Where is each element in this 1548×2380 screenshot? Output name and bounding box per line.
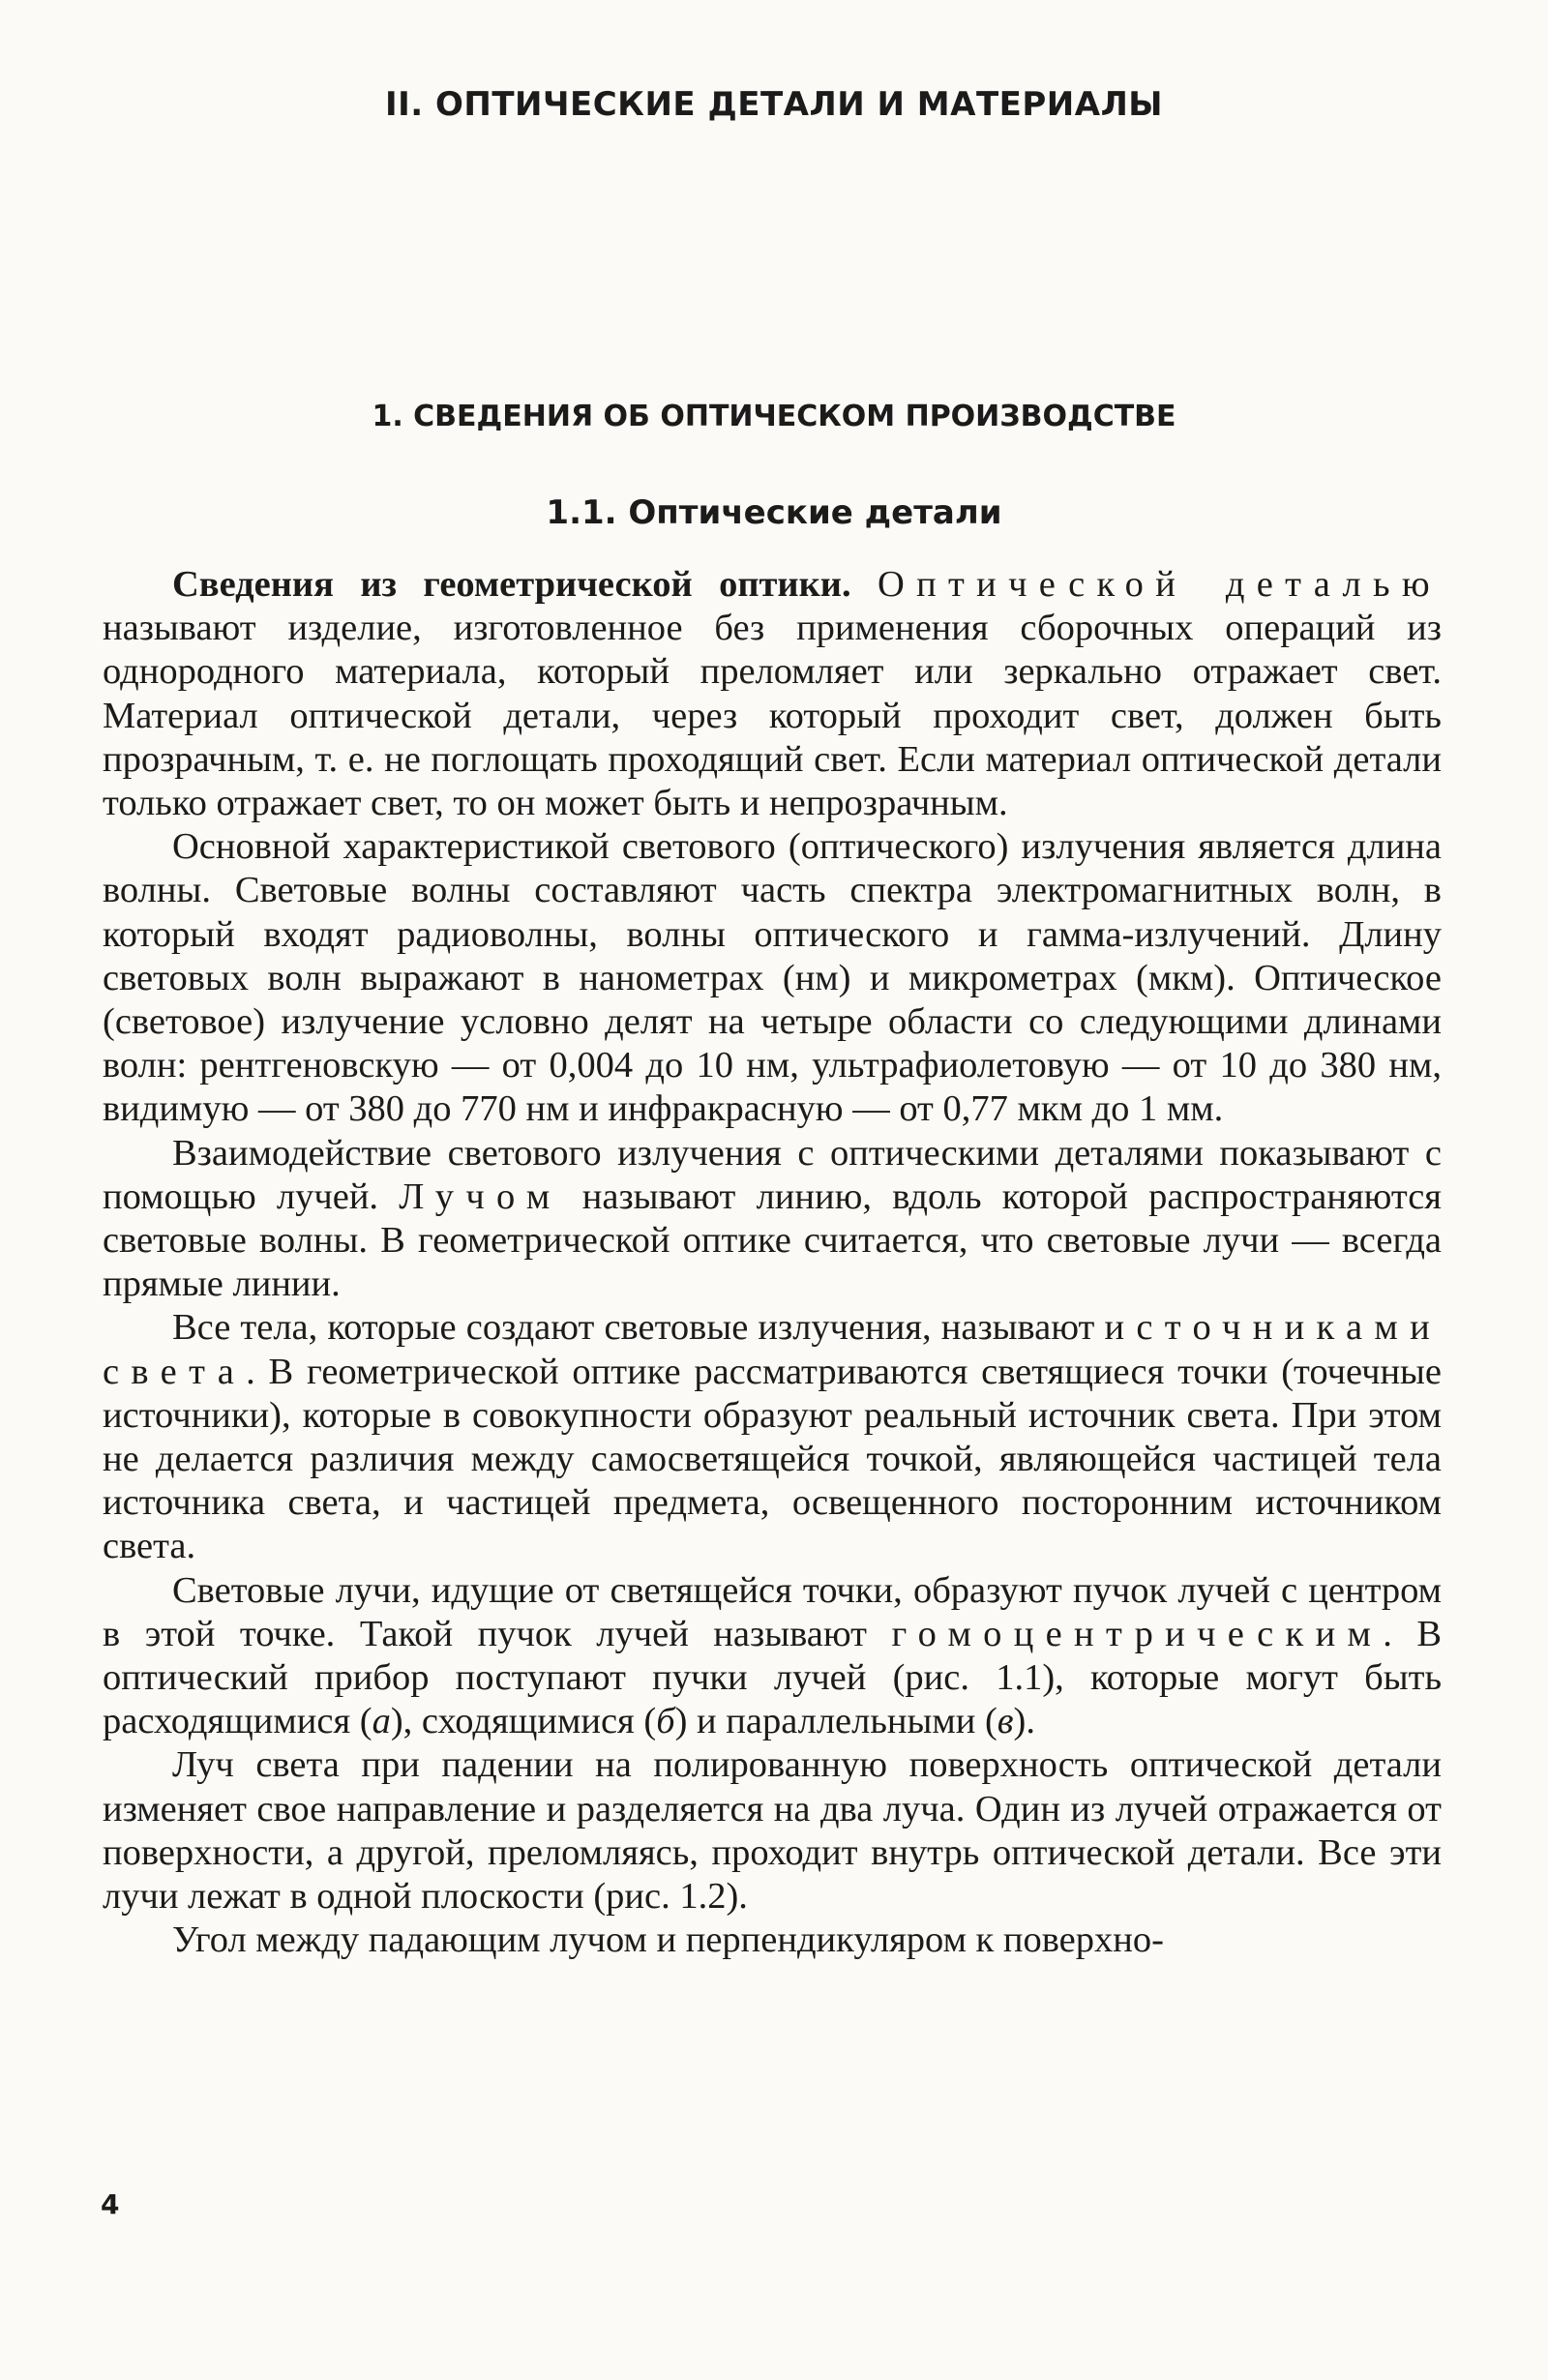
paragraph-4-before: Все тела, которые создают световые излучения, называют [172, 1307, 1095, 1349]
chapter-title: 1. СВЕДЕНИЯ ОБ ОПТИЧЕСКОМ ПРОИЗВОДСТВЕ [372, 400, 1176, 433]
term-light-sources: источниками света [103, 1307, 1442, 1392]
paragraph-1 [103, 563, 1442, 825]
body-text [103, 563, 1442, 1963]
term-optical-detail: Оптической деталью [877, 564, 1442, 605]
paragraph-3 [103, 1132, 1442, 1307]
paragraph-5-mid: . В оптический прибор поступают пучки лучей (рис. 1.1), которые могут быть расходящимися ( [103, 1613, 1443, 1742]
paragraph-2: Основной характеристикой светового (оптического) излучения является длина волны. Световые волны составляют часть спектра электромагнитных волн, в который входят радиоволны, волны оптического и гамма-излучений. Длину световых волн выражают в нанометрах (нм) и микрометрах (мкм). Оптическое (световое) излучение условно делят на четыре области со следующими длинами волн: рентгеновскую — от 0,004 до 10 нм, ультрафиолетовую — от 10 до 380 нм, видимую — от 380 до 770 нм и инфракрасную — от 0,77 мкм до 1 мм. [103, 826, 1442, 1130]
paragraph-5-end: ). [1013, 1701, 1035, 1742]
paragraph-7: Угол между падающим лучом и перпендикуляром к поверхно- [172, 1919, 1164, 1961]
term-ray: Лучом [399, 1175, 562, 1217]
paragraph-4 [103, 1306, 1442, 1568]
paragraph-5-mid3: ) и параллельными ( [674, 1701, 997, 1742]
section-title: 1.1. Оптические детали [546, 493, 1002, 532]
paragraph-5 [103, 1569, 1442, 1744]
paragraph-6: Луч света при падении на полированную поверхность оптической детали изменяет свое направление и разделяется на два луча. Один из лучей отражается от поверхности, а другой, преломляясь, проходит внутрь оптической детали. Все эти лучи лежат в одной плоскости (рис. 1.2). [103, 1744, 1442, 1918]
paragraph-lead: Сведения из геометрической оптики. [172, 564, 851, 605]
paragraph-5-mid2: ), сходящимися ( [390, 1701, 657, 1742]
label-b: б [656, 1701, 675, 1742]
paragraph-3-before: Взаимодействие светового излучения с оптическими деталями показывают с помощью лучей. [103, 1132, 1442, 1217]
page-number: 4 [101, 2188, 120, 2220]
paragraph-4-after: . В геометрической оптике рассматриваются светящиеся точки (точечные источники), которые в совокупности образуют реальный источник света. При этом не делается различия между самосветящейся точкой, являющейся частицей тела источника света, и частицей предмета, освещенного посторонним источником света. [103, 1351, 1442, 1567]
paragraph-3-after: называют линию, вдоль которой распространяются световые волны. В геометрической оптике считается, что световые лучи — всегда прямые линии. [103, 1175, 1442, 1305]
paragraph-1-text: называют изделие, изготовленное без применения сборочных операций из однородного материала, который преломляет или зеркально отражает свет. Материал оптической детали, через который проходит свет, должен быть прозрачным, т. е. не поглощать проходящий свет. Если материал оптической детали только отражает свет, то он может быть и непрозрачным. [103, 608, 1442, 824]
part-title: II. ОПТИЧЕСКИЕ ДЕТАЛИ И МАТЕРИАЛЫ [384, 85, 1164, 124]
label-v: в [997, 1701, 1014, 1742]
term-homocentric: гомоцентрическим [891, 1613, 1384, 1654]
label-a: а [372, 1701, 391, 1742]
paragraph-5-before: Световые лучи, идущие от светящейся точки, образуют пучок лучей с центром в этой точке. Такой пучок лучей называют [103, 1569, 1442, 1654]
